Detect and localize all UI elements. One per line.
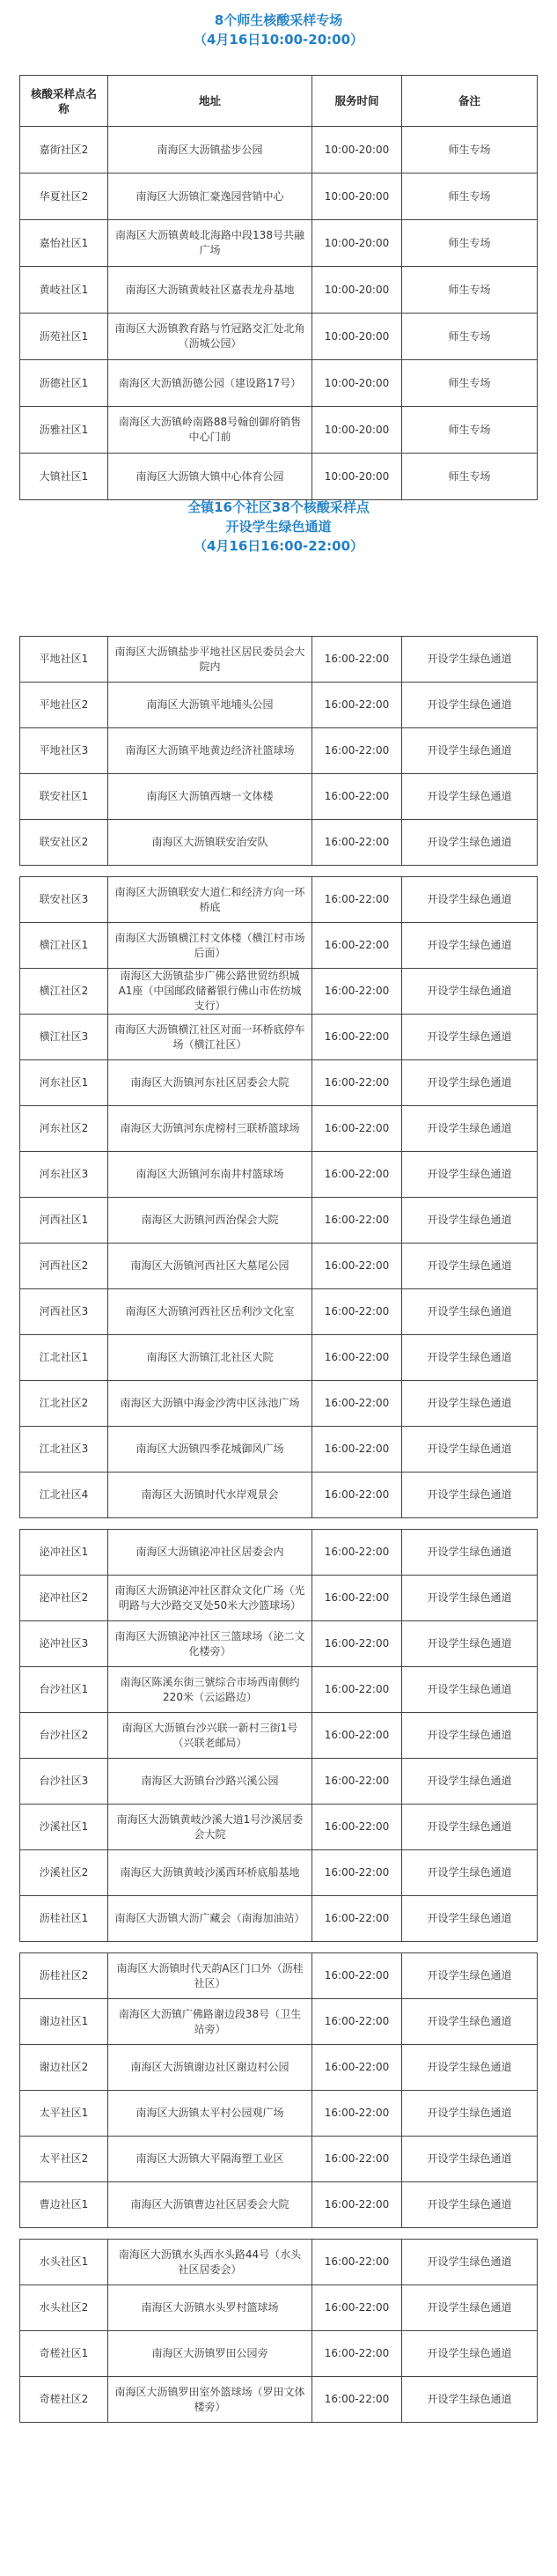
cell-site-name: 泌冲社区3: [20, 1621, 108, 1667]
cell-service-time: 16:00-22:00: [312, 1198, 402, 1244]
cell-service-time: 16:00-22:00: [312, 1106, 402, 1152]
cell-site-name: 横江社区2: [20, 969, 108, 1015]
cell-remark: 师生专场: [402, 267, 538, 314]
table-row: [20, 728, 538, 774]
header-remark: 备注: [402, 76, 538, 127]
cell-address: 南海区大沥镇黄岐社区嘉表龙舟基地: [108, 267, 312, 314]
row-gap: [20, 1518, 538, 1530]
cell-site-name: 河东社区2: [20, 1106, 108, 1152]
cell-address: 南海区大沥镇四季花城御风广场: [108, 1427, 312, 1473]
cell-remark: 开设学生绿色通道: [402, 1667, 538, 1713]
table-row: [20, 1896, 538, 1942]
table-row: [20, 637, 538, 683]
cell-address: 南海区大沥镇河西治保会大院: [108, 1198, 312, 1244]
table-row: [20, 314, 538, 360]
cell-remark: 开设学生绿色通道: [402, 969, 538, 1015]
cell-service-time: 16:00-22:00: [312, 1060, 402, 1106]
section1-title-line2: （4月16日10:00-20:00）: [193, 32, 364, 48]
cell-site-name: 沥桂社区2: [20, 1953, 108, 1999]
cell-remark: 师生专场: [402, 454, 538, 500]
cell-remark: 师生专场: [402, 220, 538, 267]
section1-title-line1: 8个师生核酸采样专场: [214, 12, 343, 28]
cell-site-name: 河东社区1: [20, 1060, 108, 1106]
cell-site-name: 横江社区3: [20, 1015, 108, 1060]
cell-remark: 开设学生绿色通道: [402, 1244, 538, 1289]
cell-remark: 开设学生绿色通道: [402, 2240, 538, 2285]
cell-service-time: 16:00-22:00: [312, 969, 402, 1015]
cell-address: 南海区大沥镇泌冲社区居委会内: [108, 1530, 312, 1576]
cell-address: 南海区大沥镇黄岐沙溪大道1号沙溪居委会大院: [108, 1805, 312, 1850]
cell-site-name: 泌冲社区2: [20, 1576, 108, 1621]
cell-service-time: 16:00-22:00: [312, 637, 402, 683]
cell-address: 南海区大沥镇罗田室外篮球场（罗田文体楼旁）: [108, 2377, 312, 2423]
cell-site-name: 谢边社区1: [20, 1999, 108, 2045]
cell-service-time: 16:00-22:00: [312, 1713, 402, 1759]
cell-service-time: 16:00-22:00: [312, 1621, 402, 1667]
table-row: [20, 454, 538, 500]
cell-service-time: 16:00-22:00: [312, 2331, 402, 2377]
community-sampling-table: [19, 636, 538, 2423]
cell-address: 南海区大沥镇联安治安队: [108, 820, 312, 866]
cell-service-time: 16:00-22:00: [312, 683, 402, 728]
cell-service-time: 16:00-22:00: [312, 2182, 402, 2228]
cell-site-name: 沥德社区1: [20, 360, 108, 407]
row-gap: [20, 2228, 538, 2240]
cell-remark: 开设学生绿色通道: [402, 683, 538, 728]
cell-address: 南海区大沥镇西塘一文体楼: [108, 774, 312, 820]
cell-service-time: 16:00-22:00: [312, 1152, 402, 1198]
cell-service-time: 10:00-20:00: [312, 454, 402, 500]
cell-remark: 开设学生绿色通道: [402, 923, 538, 969]
cell-site-name: 河东社区3: [20, 1152, 108, 1198]
cell-service-time: 16:00-22:00: [312, 1381, 402, 1427]
table-row: [20, 2331, 538, 2377]
cell-remark: 开设学生绿色通道: [402, 1999, 538, 2045]
section1-title: [0, 11, 557, 49]
table-row: [20, 1152, 538, 1198]
table-row: [20, 220, 538, 267]
table-row: [20, 1850, 538, 1896]
cell-site-name: 河西社区2: [20, 1244, 108, 1289]
cell-site-name: 江北社区3: [20, 1427, 108, 1473]
cell-site-name: 泌冲社区1: [20, 1530, 108, 1576]
cell-site-name: 沙溪社区1: [20, 1805, 108, 1850]
cell-address: 南海区大沥镇河东虎榜村三联桥篮球场: [108, 1106, 312, 1152]
section2-title: [0, 498, 557, 556]
table-row: [20, 1667, 538, 1713]
cell-site-name: 横江社区1: [20, 923, 108, 969]
cell-site-name: 水头社区2: [20, 2285, 108, 2331]
cell-remark: 开设学生绿色通道: [402, 2091, 538, 2137]
header-address: 地址: [108, 76, 312, 127]
cell-remark: 开设学生绿色通道: [402, 1060, 538, 1106]
table-row: [20, 1427, 538, 1473]
table-row: [20, 407, 538, 454]
cell-address: 南海区大沥镇汇豪逸园营销中心: [108, 173, 312, 220]
cell-remark: 师生专场: [402, 173, 538, 220]
row-gap: [20, 866, 538, 877]
cell-site-name: 嘉街社区2: [20, 127, 108, 173]
cell-service-time: 16:00-22:00: [312, 1473, 402, 1518]
cell-remark: 开设学生绿色通道: [402, 1759, 538, 1805]
table-row: [20, 1621, 538, 1667]
table-row: [20, 1198, 538, 1244]
students-sampling-table: [19, 75, 538, 500]
cell-service-time: 16:00-22:00: [312, 2377, 402, 2423]
cell-remark: 开设学生绿色通道: [402, 1381, 538, 1427]
cell-remark: 开设学生绿色通道: [402, 1015, 538, 1060]
table-row: [20, 1805, 538, 1850]
cell-service-time: 16:00-22:00: [312, 1244, 402, 1289]
cell-site-name: 联安社区2: [20, 820, 108, 866]
section2-title-line2: 开设学生绿色通道: [225, 519, 332, 535]
cell-address: 南海区大沥镇台沙兴联一新村三街1号（兴联老邮局）: [108, 1713, 312, 1759]
cell-address: 南海区陈溪东街三號综合市场西南侧约220米（云运路边）: [108, 1667, 312, 1713]
cell-address: 南海区大沥镇黄岐北海路中段138号共融广场: [108, 220, 312, 267]
table-row: [20, 1999, 538, 2045]
cell-remark: 开设学生绿色通道: [402, 1473, 538, 1518]
table-row: [20, 2045, 538, 2091]
cell-service-time: 16:00-22:00: [312, 1015, 402, 1060]
cell-address: 南海区大沥镇谢边社区谢边村公园: [108, 2045, 312, 2091]
cell-remark: 开设学生绿色通道: [402, 2137, 538, 2182]
cell-service-time: 10:00-20:00: [312, 267, 402, 314]
cell-remark: 师生专场: [402, 314, 538, 360]
cell-site-name: 沥苑社区1: [20, 314, 108, 360]
cell-site-name: 曹边社区1: [20, 2182, 108, 2228]
table-row: [20, 360, 538, 407]
cell-address: 南海区大沥镇盐步广佛公路世贸纺织城A1座（中国邮政储蓄银行佛山市佐纺城支行）: [108, 969, 312, 1015]
cell-address: 南海区大沥镇中海金沙湾中区泳池广场: [108, 1381, 312, 1427]
cell-remark: 开设学生绿色通道: [402, 1289, 538, 1335]
cell-remark: 开设学生绿色通道: [402, 1335, 538, 1381]
table-row: [20, 774, 538, 820]
cell-address: 南海区大沥镇时代天韵A区门口外（沥桂社区）: [108, 1953, 312, 1999]
cell-site-name: 黄岐社区1: [20, 267, 108, 314]
table-row: [20, 1576, 538, 1621]
cell-address: 南海区大沥镇河东南井村篮球场: [108, 1152, 312, 1198]
cell-site-name: 江北社区2: [20, 1381, 108, 1427]
cell-service-time: 16:00-22:00: [312, 2240, 402, 2285]
table-row: [20, 2182, 538, 2228]
header-site-name: 核酸采样点名称: [20, 76, 108, 127]
table-row: [20, 1060, 538, 1106]
cell-remark: 师生专场: [402, 127, 538, 173]
cell-remark: 开设学生绿色通道: [402, 2331, 538, 2377]
table-row: [20, 969, 538, 1015]
cell-site-name: 嘉怡社区1: [20, 220, 108, 267]
cell-address: 南海区大沥镇泌冲社区群众文化广场（光明路与大沙路交叉处50米大沙篮球场）: [108, 1576, 312, 1621]
table-row: [20, 1106, 538, 1152]
row-gap-cell: [20, 866, 538, 877]
row-gap-cell: [20, 1942, 538, 1953]
cell-service-time: 16:00-22:00: [312, 2091, 402, 2137]
cell-remark: 开设学生绿色通道: [402, 1621, 538, 1667]
row-gap-cell: [20, 2228, 538, 2240]
cell-service-time: 16:00-22:00: [312, 1805, 402, 1850]
table-row: [20, 267, 538, 314]
header-service-time: 服务时间: [312, 76, 402, 127]
cell-site-name: 沥桂社区1: [20, 1896, 108, 1942]
cell-address: 南海区大沥镇泌冲社区三篮球场（泌二文化楼旁）: [108, 1621, 312, 1667]
cell-address: 南海区大沥镇台沙路兴溪公园: [108, 1759, 312, 1805]
cell-address: 南海区大沥镇时代水岸观景会: [108, 1473, 312, 1518]
cell-site-name: 江北社区4: [20, 1473, 108, 1518]
cell-service-time: 16:00-22:00: [312, 1850, 402, 1896]
cell-address: 南海区大沥镇河西社区大墓尾公园: [108, 1244, 312, 1289]
cell-service-time: 16:00-22:00: [312, 1530, 402, 1576]
cell-remark: 开设学生绿色通道: [402, 2045, 538, 2091]
cell-remark: 开设学生绿色通道: [402, 1530, 538, 1576]
cell-remark: 开设学生绿色通道: [402, 1198, 538, 1244]
cell-remark: 开设学生绿色通道: [402, 637, 538, 683]
cell-address: 南海区大沥镇水头西水头路44号（水头社区居委会）: [108, 2240, 312, 2285]
cell-remark: 开设学生绿色通道: [402, 1896, 538, 1942]
cell-service-time: 16:00-22:00: [312, 1953, 402, 1999]
cell-service-time: 16:00-22:00: [312, 2045, 402, 2091]
cell-remark: 开设学生绿色通道: [402, 1427, 538, 1473]
cell-remark: 开设学生绿色通道: [402, 877, 538, 923]
cell-service-time: 16:00-22:00: [312, 2285, 402, 2331]
cell-service-time: 16:00-22:00: [312, 923, 402, 969]
section2-title-line3: （4月16日16:00-22:00）: [193, 538, 364, 554]
cell-site-name: 平地社区1: [20, 637, 108, 683]
table-row: [20, 923, 538, 969]
cell-address: 南海区大沥镇横江社区对面一环桥底停车场（横江社区）: [108, 1015, 312, 1060]
table-row: [20, 1381, 538, 1427]
cell-remark: 师生专场: [402, 360, 538, 407]
cell-address: 南海区大沥镇联安大道仁和经济方向一环桥底: [108, 877, 312, 923]
table-row: [20, 820, 538, 866]
cell-site-name: 沥雅社区1: [20, 407, 108, 454]
cell-address: 南海区大沥镇盐步公园: [108, 127, 312, 173]
row-gap-cell: [20, 1518, 538, 1530]
cell-remark: 开设学生绿色通道: [402, 1106, 538, 1152]
table-row: [20, 1759, 538, 1805]
table-row: [20, 2091, 538, 2137]
cell-site-name: 谢边社区2: [20, 2045, 108, 2091]
cell-service-time: 10:00-20:00: [312, 360, 402, 407]
table-row: [20, 173, 538, 220]
table-row: [20, 877, 538, 923]
table-row: [20, 1953, 538, 1999]
cell-site-name: 太平社区1: [20, 2091, 108, 2137]
community-sampling-table-body: [20, 637, 538, 2423]
cell-address: 南海区大沥镇大平隔海塑工业区: [108, 2137, 312, 2182]
cell-service-time: 10:00-20:00: [312, 127, 402, 173]
cell-remark: 开设学生绿色通道: [402, 1713, 538, 1759]
cell-service-time: 10:00-20:00: [312, 314, 402, 360]
cell-service-time: 16:00-22:00: [312, 1896, 402, 1942]
cell-site-name: 江北社区1: [20, 1335, 108, 1381]
cell-site-name: 台沙社区3: [20, 1759, 108, 1805]
table-row: [20, 1244, 538, 1289]
table-row: [20, 1530, 538, 1576]
cell-address: 南海区大沥镇岭南路88号翰创御府销售中心门前: [108, 407, 312, 454]
table-row: [20, 1335, 538, 1381]
cell-site-name: 台沙社区1: [20, 1667, 108, 1713]
cell-address: 南海区大沥镇水头罗村篮球场: [108, 2285, 312, 2331]
section2-title-line1: 全镇16个社区38个核酸采样点: [187, 499, 370, 515]
cell-address: 南海区大沥镇河西社区岳利沙文化室: [108, 1289, 312, 1335]
cell-site-name: 水头社区1: [20, 2240, 108, 2285]
cell-service-time: 16:00-22:00: [312, 820, 402, 866]
cell-remark: 开设学生绿色通道: [402, 2285, 538, 2331]
cell-service-time: 16:00-22:00: [312, 2137, 402, 2182]
cell-site-name: 平地社区2: [20, 683, 108, 728]
cell-remark: 开设学生绿色通道: [402, 774, 538, 820]
cell-address: 南海区大沥镇平地埔头公园: [108, 683, 312, 728]
table-row: [20, 2285, 538, 2331]
cell-site-name: 联安社区1: [20, 774, 108, 820]
cell-remark: 开设学生绿色通道: [402, 1576, 538, 1621]
cell-site-name: 奇槎社区2: [20, 2377, 108, 2423]
cell-site-name: 台沙社区2: [20, 1713, 108, 1759]
cell-address: 南海区大沥镇广佛路谢边段38号（卫生站旁）: [108, 1999, 312, 2045]
cell-remark: 开设学生绿色通道: [402, 1152, 538, 1198]
cell-remark: 师生专场: [402, 407, 538, 454]
cell-service-time: 16:00-22:00: [312, 1999, 402, 2045]
cell-service-time: 10:00-20:00: [312, 220, 402, 267]
cell-service-time: 16:00-22:00: [312, 1759, 402, 1805]
cell-service-time: 16:00-22:00: [312, 774, 402, 820]
cell-address: 南海区大沥镇横江村文体楼（横江村市场后面）: [108, 923, 312, 969]
cell-site-name: 大镇社区1: [20, 454, 108, 500]
cell-service-time: 16:00-22:00: [312, 1667, 402, 1713]
row-gap: [20, 1942, 538, 1953]
cell-service-time: 16:00-22:00: [312, 1335, 402, 1381]
cell-service-time: 16:00-22:00: [312, 877, 402, 923]
cell-service-time: 16:00-22:00: [312, 1576, 402, 1621]
cell-remark: 开设学生绿色通道: [402, 2377, 538, 2423]
cell-site-name: 华夏社区2: [20, 173, 108, 220]
table-row: [20, 2240, 538, 2285]
cell-address: 南海区大沥镇教育路与竹冠路交汇处北角（沥城公园）: [108, 314, 312, 360]
cell-remark: 开设学生绿色通道: [402, 1850, 538, 1896]
table-row: [20, 127, 538, 173]
cell-site-name: 太平社区2: [20, 2137, 108, 2182]
cell-site-name: 平地社区3: [20, 728, 108, 774]
cell-address: 南海区大沥镇黄岐沙溪西环桥底船基地: [108, 1850, 312, 1896]
cell-address: 南海区大沥镇河东社区居委会大院: [108, 1060, 312, 1106]
cell-site-name: 河西社区3: [20, 1289, 108, 1335]
cell-service-time: 10:00-20:00: [312, 407, 402, 454]
cell-address: 南海区大沥镇江北社区大院: [108, 1335, 312, 1381]
table-row: [20, 1015, 538, 1060]
cell-site-name: 河西社区1: [20, 1198, 108, 1244]
cell-remark: 开设学生绿色通道: [402, 820, 538, 866]
cell-service-time: 16:00-22:00: [312, 1427, 402, 1473]
cell-remark: 开设学生绿色通道: [402, 1953, 538, 1999]
cell-address: 南海区大沥镇大沥广藏会（南海加油站）: [108, 1896, 312, 1942]
students-sampling-table-body: [20, 127, 538, 500]
table-row: [20, 2377, 538, 2423]
table-row: [20, 683, 538, 728]
table-row: [20, 1473, 538, 1518]
cell-address: 南海区大沥镇大镇中心体育公园: [108, 454, 312, 500]
cell-address: 南海区大沥镇曹边社区居委会大院: [108, 2182, 312, 2228]
cell-remark: 开设学生绿色通道: [402, 2182, 538, 2228]
cell-site-name: 奇槎社区1: [20, 2331, 108, 2377]
table-row: [20, 1289, 538, 1335]
cell-site-name: 沙溪社区2: [20, 1850, 108, 1896]
table-row: [20, 2137, 538, 2182]
table-row: [20, 1713, 538, 1759]
cell-service-time: 16:00-22:00: [312, 1289, 402, 1335]
cell-address: 南海区大沥镇沥德公园（建设路17号）: [108, 360, 312, 407]
cell-address: 南海区大沥镇罗田公园旁: [108, 2331, 312, 2377]
cell-site-name: 联安社区3: [20, 877, 108, 923]
cell-address: 南海区大沥镇盐步平地社区居民委员会大院内: [108, 637, 312, 683]
cell-remark: 开设学生绿色通道: [402, 1805, 538, 1850]
cell-service-time: 16:00-22:00: [312, 728, 402, 774]
cell-address: 南海区大沥镇平地黄边经济社篮球场: [108, 728, 312, 774]
cell-remark: 开设学生绿色通道: [402, 728, 538, 774]
cell-service-time: 10:00-20:00: [312, 173, 402, 220]
cell-address: 南海区大沥镇太平村公园观广场: [108, 2091, 312, 2137]
table-header-row: [20, 76, 538, 127]
